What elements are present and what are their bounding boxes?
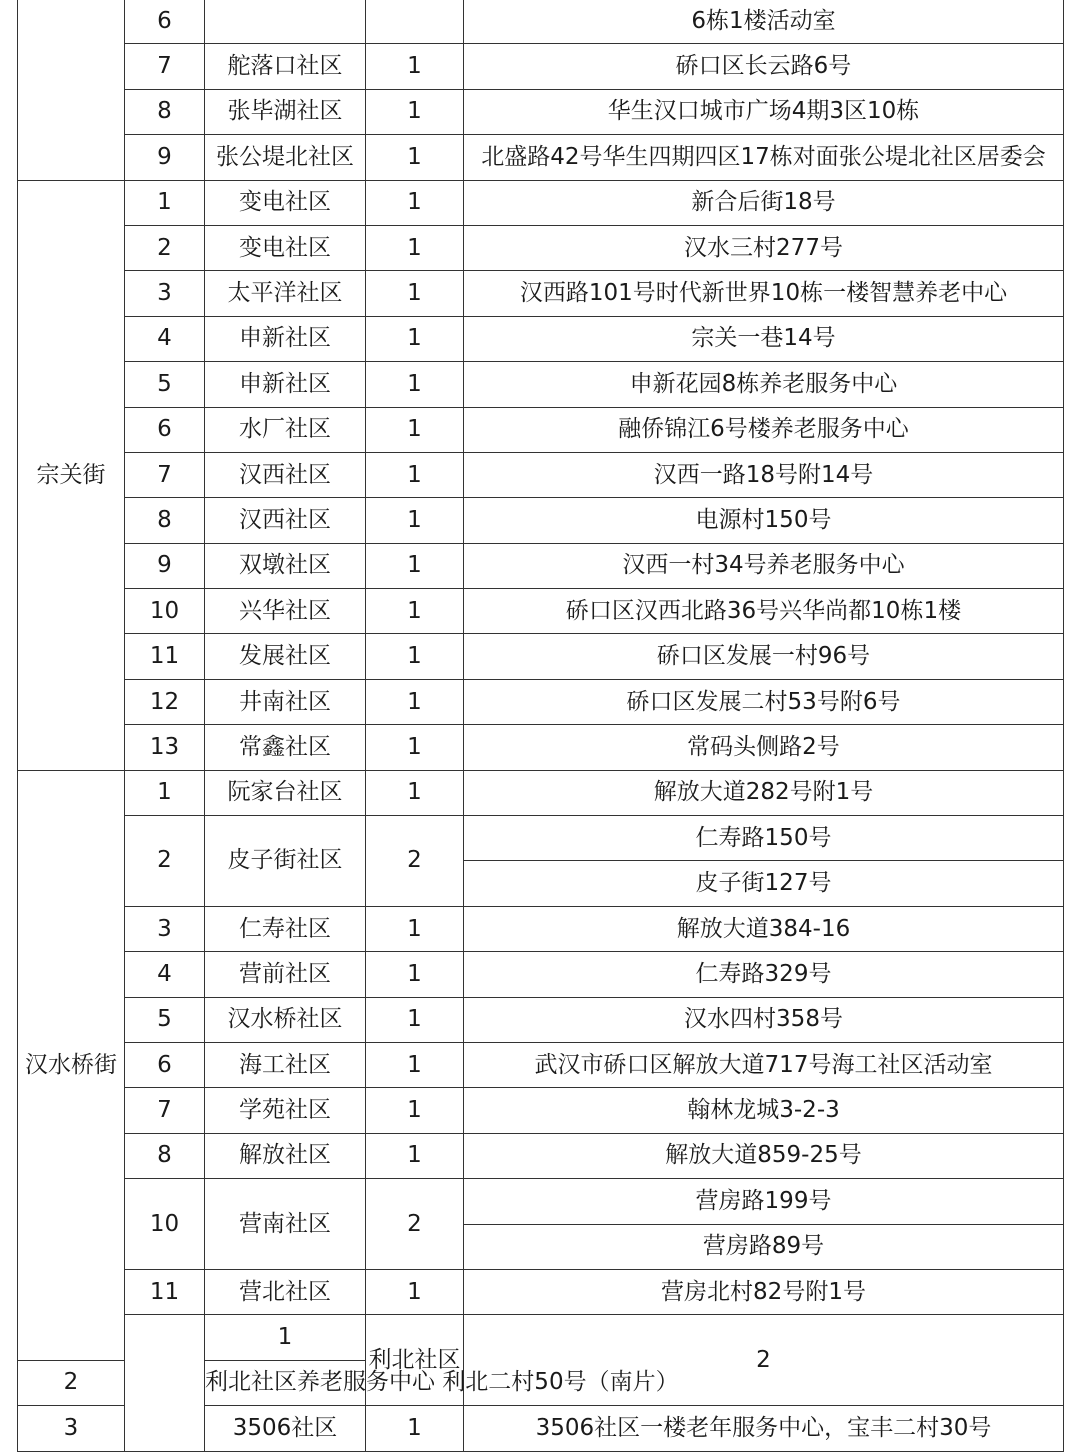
count-cell: 1 xyxy=(366,543,464,588)
count-cell: 1 xyxy=(366,44,464,89)
table-row xyxy=(18,1315,1064,1360)
count-cell: 2 xyxy=(366,816,464,907)
count-cell: 1 xyxy=(366,135,464,180)
count-cell: 1 xyxy=(366,634,464,679)
community-cell: 营北社区 xyxy=(205,1269,366,1314)
community-cell: 学苑社区 xyxy=(205,1088,366,1133)
community-cell: 太平洋社区 xyxy=(205,271,366,316)
number-cell: 3 xyxy=(125,271,205,316)
community-cell: 营南社区 xyxy=(205,1179,366,1270)
table-row xyxy=(18,679,1064,724)
number-cell: 4 xyxy=(125,316,205,361)
number-cell: 1 xyxy=(205,1315,366,1360)
table-row xyxy=(18,543,1064,588)
count-cell: 1 xyxy=(366,271,464,316)
street-cell: 宗关街 xyxy=(18,180,125,770)
number-cell: 2 xyxy=(125,816,205,907)
table-row xyxy=(18,271,1064,316)
address-cell: 仁寿路150号 xyxy=(464,816,1064,861)
count-cell: 1 xyxy=(366,362,464,407)
address-cell: 营房路199号 xyxy=(464,1179,1064,1224)
count-cell: 1 xyxy=(366,1088,464,1133)
count-cell: 1 xyxy=(366,407,464,452)
table-row xyxy=(18,44,1064,89)
address-cell: 常码头侧路2号 xyxy=(464,725,1064,770)
count-cell: 1 xyxy=(366,89,464,134)
number-cell: 7 xyxy=(125,452,205,497)
count-cell: 1 xyxy=(366,1269,464,1314)
table-row xyxy=(18,452,1064,497)
address-cell: 融侨锦江6号楼养老服务中心 xyxy=(464,407,1064,452)
count-cell xyxy=(366,0,464,44)
count-cell: 1 xyxy=(366,997,464,1042)
number-cell: 3 xyxy=(18,1406,125,1451)
street-cell xyxy=(18,0,125,180)
number-cell: 4 xyxy=(125,952,205,997)
table-row xyxy=(18,0,1064,44)
address-cell: 解放大道282号附1号 xyxy=(464,770,1064,815)
number-cell: 12 xyxy=(125,679,205,724)
number-cell: 7 xyxy=(125,1088,205,1133)
count-cell: 1 xyxy=(366,316,464,361)
address-cell: 营房路89号 xyxy=(464,1224,1064,1269)
community-cell: 3506社区 xyxy=(205,1406,366,1451)
count-cell: 1 xyxy=(366,679,464,724)
address-cell: 新合后街18号 xyxy=(464,180,1064,225)
community-cell: 张毕湖社区 xyxy=(205,89,366,134)
count-cell: 1 xyxy=(366,452,464,497)
number-cell: 2 xyxy=(125,225,205,270)
address-cell: 硚口区发展一村96号 xyxy=(464,634,1064,679)
number-cell: 8 xyxy=(125,89,205,134)
community-cell: 利北社区 xyxy=(366,1315,464,1406)
number-cell: 8 xyxy=(125,498,205,543)
table-row xyxy=(18,634,1064,679)
table-row xyxy=(18,89,1064,134)
community-cell: 井南社区 xyxy=(205,679,366,724)
community-cell: 发展社区 xyxy=(205,634,366,679)
table-row xyxy=(18,225,1064,270)
table-row xyxy=(18,1179,1064,1224)
count-cell: 1 xyxy=(366,770,464,815)
table-row xyxy=(18,952,1064,997)
community-cell: 阮家台社区 xyxy=(205,770,366,815)
table-row xyxy=(18,135,1064,180)
address-cell: 硚口区发展二村53号附6号 xyxy=(464,679,1064,724)
address-cell: 翰林龙城3-2-3 xyxy=(464,1088,1064,1133)
address-cell: 汉水四村358号 xyxy=(464,997,1064,1042)
address-cell: 宗关一巷14号 xyxy=(464,316,1064,361)
number-cell: 5 xyxy=(125,997,205,1042)
community-cell: 张公堤北社区 xyxy=(205,135,366,180)
count-cell: 1 xyxy=(366,1042,464,1087)
address-cell: 武汉市硚口区解放大道717号海工社区活动室 xyxy=(464,1042,1064,1087)
table-row xyxy=(18,362,1064,407)
number-cell: 10 xyxy=(125,1179,205,1270)
address-cell: 6栋1楼活动室 xyxy=(464,0,1064,44)
table-row xyxy=(18,770,1064,815)
table-row xyxy=(18,725,1064,770)
number-cell: 11 xyxy=(125,634,205,679)
count-cell: 2 xyxy=(366,1179,464,1270)
address-cell: 皮子街127号 xyxy=(464,861,1064,906)
table-row xyxy=(18,816,1064,861)
table-row xyxy=(18,1042,1064,1087)
count-cell: 1 xyxy=(366,1133,464,1178)
number-cell: 9 xyxy=(125,543,205,588)
street-cell: 汉水桥街 xyxy=(18,770,125,1360)
table-row xyxy=(18,407,1064,452)
community-site-table xyxy=(17,0,1064,1452)
community-cell: 仁寿社区 xyxy=(205,906,366,951)
community-cell: 申新社区 xyxy=(205,362,366,407)
community-cell: 水厂社区 xyxy=(205,407,366,452)
table-row xyxy=(18,498,1064,543)
address-cell: 电源村150号 xyxy=(464,498,1064,543)
address-cell: 汉水三村277号 xyxy=(464,225,1064,270)
count-cell: 1 xyxy=(366,180,464,225)
community-cell xyxy=(205,0,366,44)
count-cell: 1 xyxy=(366,498,464,543)
number-cell: 2 xyxy=(18,1360,125,1405)
address-cell: 申新花园8栋养老服务中心 xyxy=(464,362,1064,407)
community-cell: 皮子街社区 xyxy=(205,816,366,907)
address-cell: 硚口区长云路6号 xyxy=(464,44,1064,89)
address-cell: 汉西一村34号养老服务中心 xyxy=(464,543,1064,588)
community-cell: 双墩社区 xyxy=(205,543,366,588)
address-cell: 北盛路42号华生四期四区17栋对面张公堤北社区居委会 xyxy=(464,135,1064,180)
community-cell: 解放社区 xyxy=(205,1133,366,1178)
number-cell: 1 xyxy=(125,770,205,815)
address-cell: 解放大道859-25号 xyxy=(464,1133,1064,1178)
community-cell: 营前社区 xyxy=(205,952,366,997)
number-cell: 9 xyxy=(125,135,205,180)
address-cell: 3506社区一楼老年服务中心，宝丰二村30号 xyxy=(464,1406,1064,1451)
count-cell: 2 xyxy=(464,1315,1064,1406)
count-cell: 1 xyxy=(366,952,464,997)
community-cell: 舵落口社区 xyxy=(205,44,366,89)
number-cell: 6 xyxy=(125,1042,205,1087)
number-cell: 8 xyxy=(125,1133,205,1178)
community-cell: 汉西社区 xyxy=(205,498,366,543)
street-cell xyxy=(125,1315,205,1451)
number-cell: 1 xyxy=(125,180,205,225)
number-cell: 13 xyxy=(125,725,205,770)
community-cell: 常鑫社区 xyxy=(205,725,366,770)
number-cell: 10 xyxy=(125,589,205,634)
table-row xyxy=(18,997,1064,1042)
address-cell: 仁寿路329号 xyxy=(464,952,1064,997)
address-cell: 汉西路101号时代新世界10栋一楼智慧养老中心 xyxy=(464,271,1064,316)
table-row xyxy=(18,1088,1064,1133)
table-row xyxy=(18,906,1064,951)
table-row xyxy=(18,316,1064,361)
number-cell: 6 xyxy=(125,0,205,44)
table-row xyxy=(18,1269,1064,1314)
address-cell: 利北社区养老服务中心 利北二村50号（南片） xyxy=(205,1360,366,1405)
community-cell: 变电社区 xyxy=(205,225,366,270)
count-cell: 1 xyxy=(366,225,464,270)
number-cell: 6 xyxy=(125,407,205,452)
address-cell: 华生汉口城市广场4期3区10栋 xyxy=(464,89,1064,134)
table-row xyxy=(18,589,1064,634)
community-cell: 汉水桥社区 xyxy=(205,997,366,1042)
table-row xyxy=(18,180,1064,225)
address-cell: 汉西一路18号附14号 xyxy=(464,452,1064,497)
community-cell: 申新社区 xyxy=(205,316,366,361)
address-cell: 解放大道384-16 xyxy=(464,906,1064,951)
community-cell: 汉西社区 xyxy=(205,452,366,497)
address-cell: 硚口区汉西北路36号兴华尚都10栋1楼 xyxy=(464,589,1064,634)
count-cell: 1 xyxy=(366,589,464,634)
count-cell: 1 xyxy=(366,725,464,770)
community-cell: 兴华社区 xyxy=(205,589,366,634)
table-row xyxy=(18,1133,1064,1178)
count-cell: 1 xyxy=(366,1406,464,1451)
number-cell: 5 xyxy=(125,362,205,407)
count-cell: 1 xyxy=(366,906,464,951)
address-cell: 营房北村82号附1号 xyxy=(464,1269,1064,1314)
table-body xyxy=(18,0,1064,1451)
number-cell: 7 xyxy=(125,44,205,89)
community-cell: 变电社区 xyxy=(205,180,366,225)
number-cell: 3 xyxy=(125,906,205,951)
community-cell: 海工社区 xyxy=(205,1042,366,1087)
number-cell: 11 xyxy=(125,1269,205,1314)
